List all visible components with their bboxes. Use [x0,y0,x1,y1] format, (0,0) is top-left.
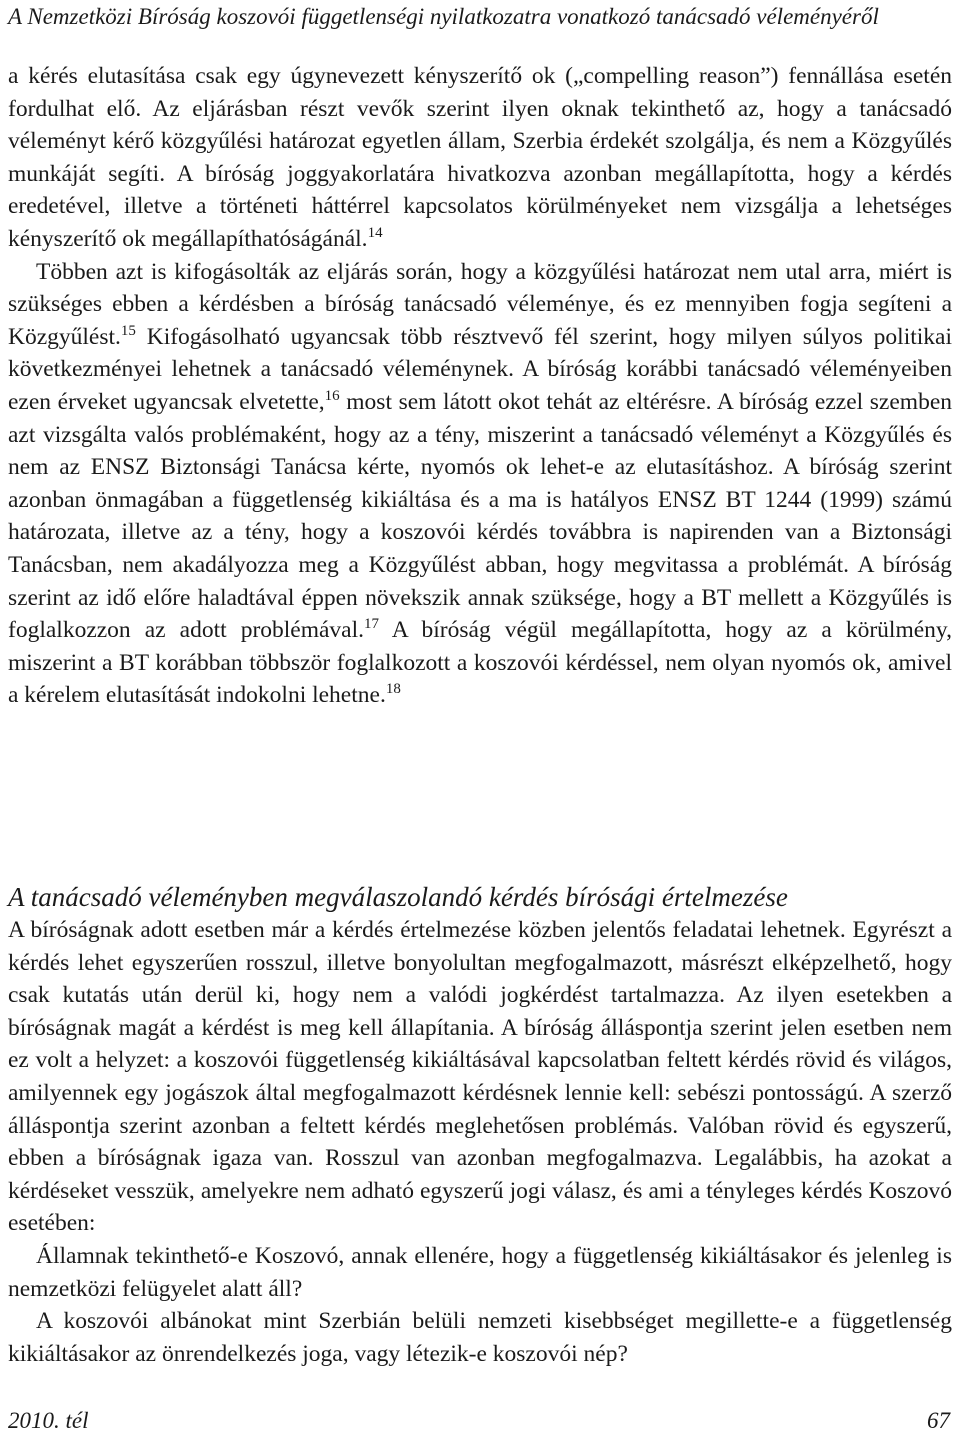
paragraph-text: a kérés elutasítása csak egy úgynevezett kényszerítő ok („compelling reason”) fennállása esetén fordulhat elő. Az eljárásban részt vevők szerint ilyen oknak tekinthető az, hogy a tanácsadó véleményt kérő közgyűlési határozat egyetlen állam, Szerbia érdekét szolgálja, és nem a Közgyűlés munkáját segíti. A bíróság joggyakorlatára hivatkozva azonban megállapította, hogy a kérdés eredetével, illetve a történeti háttérrel kapcsolatos körülményeket nem vizsgálja a lehetséges kényszerítő ok megállapíthatóságánál. [8,63,952,252]
question-1: Államnak tekinthető-e Koszovó, annak ellenére, hogy a függetlenség kikiáltásakor és jelenleg is nemzetközi felügyelet alatt áll? [8,1242,952,1302]
paragraph-text: most sem látott okot tehát az eltérésre. A bíróság ezzel szemben azt vizsgálta valós problémaként, hogy az a tény, miszerint a tanácsadó véleményt a Közgyűlés és nem az ENSZ Biztonsági Tanácsa kérte, nyomós ok lehet-e az elutasításhoz. A bíróság szerint azonban önmagában a függetlenség kikiáltása és a ma is hatályos ENSZ BT 1244 (1999) számú határozata, illetve az a tény, hogy a koszovói kérdés továbbra is napirenden van a Biztonsági Tanácsban, nem akadályozza meg a Közgyűlést abban, hogy megvitassa a problémát. A bíróság szerint az idő előre haladtával éppen növekszik annak szüksége, hogy a BT mellett a Közgyűlés is foglalkozzon az adott problémával. [8,388,953,644]
footer-issue: 2010. tél [8,1408,89,1433]
paragraph: A bíróságnak adott esetben már a kérdés értelmezése közben jelentős feladatai lehetnek. Egyrészt a kérdés lehet egyszerűen rosszul, illetve bonyolultan megfogalmazott, másrészt elképzelhető, hogy csak kutatás után derül ki, hogy nem a valódi jogkérdést tartalmazza. Az ilyen esetekben a bíróságnak magát a kérdést is meg kell állapítania. A bíróság álláspontja szerint jelen esetben nem ez volt a helyzet: a koszovói függetlenség kikiáltásával kapcsolatban feltett kérdés rövid és világos, amilyennek egy jogászok által megfogalmazott kérdésnek lennie kell: sebészi pontosságú. A szerző álláspontja szerint azonban a feltett kérdés meglehetősen problémás. Valóban rövid és egyszerű, ebben a bíróságnak igaza van. Rosszul van azonban megfogalmazva. Legalábbis, ha azokat a kérdéseket vesszük, amelyekre nem adható egyszerű jogi válasz, és ami a tényleges kérdés Koszovó esetében: [8,917,952,1237]
page-number: 67 [927,1408,950,1433]
footnote-ref-17[interactable]: 17 [364,616,380,633]
section-block [8,880,952,1370]
paragraph-text: Kifogásolható ugyancsak több résztvevő fél szerint, hogy milyen súlyos politikai következményei lehetnek a tanácsadó véleménynek. A bíróság korábbi tanácsadó véleményeiben ezen érveket ugyancsak elvetette, [8,323,952,415]
paragraph-text: A bíróság végül megállapította, hogy az a körülmény, miszerint a BT korábban többször foglalkozott a koszovói kérdéssel, nem olyan nyomós ok, amivel a kérelem elutasítását indokolni lehetne. [8,617,952,709]
running-header: A Nemzetközi Bíróság koszovói függetlenségi nyilatkozatra vonatkozó tanácsadó véleményéről [8,4,879,29]
paragraph-continuation [8,60,952,256]
main-text-block [8,60,952,712]
footnote-ref-16[interactable]: 16 [324,388,340,405]
footnote-ref-14[interactable]: 14 [367,225,383,242]
question-2: A koszovói albánokat mint Szerbián belüli nemzeti kisebbséget megillette-e a függetlenség kikiáltásakor az önrendelkezés joga, vagy létezik-e koszovói nép? [8,1308,952,1367]
footnote-ref-18[interactable]: 18 [385,681,401,698]
paragraph-text: Többen azt is kifogásolták az eljárás során, hogy a közgyűlési határozat nem utal arra, miért is szükséges ebben a kérdésben a bíróság tanácsadó véleménye, és ez mennyiben fogja segíteni a Közgyűlést. [8,258,952,350]
footnote-ref-15[interactable]: 15 [120,322,136,339]
section-heading: A tanácsadó véleményben megválaszolandó kérdés bírósági értelmezése [8,882,788,912]
paragraph [8,256,952,712]
